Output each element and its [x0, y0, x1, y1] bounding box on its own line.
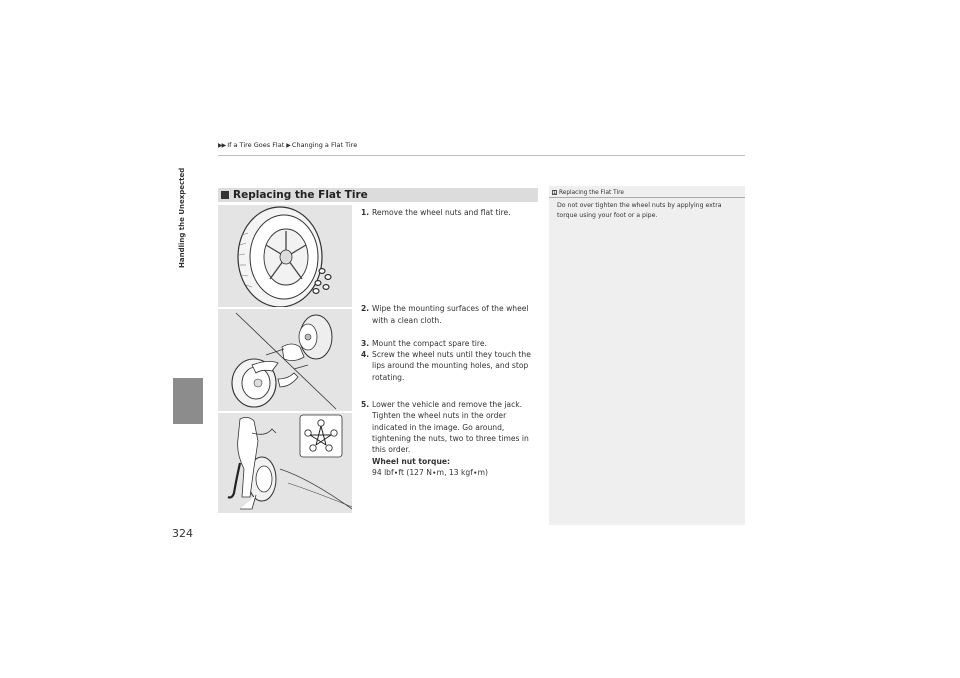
torque-label: Wheel nut torque: — [372, 456, 451, 466]
torque-value: 94 lbf∙ft (127 N∙m, 13 kgf∙m) — [372, 467, 488, 477]
section-title: Replacing the Flat Tire — [233, 189, 368, 201]
breadcrumb-current: Changing a Flat Tire — [291, 141, 358, 149]
header-divider — [218, 155, 745, 156]
step-4 — [361, 349, 541, 383]
note-reference-icon: 1 — [553, 190, 557, 196]
section-square-icon — [221, 191, 229, 199]
note-title — [549, 188, 745, 198]
tightening-illustration — [218, 413, 352, 513]
step-1 — [361, 207, 541, 218]
procedure-steps — [361, 207, 541, 478]
step-text: Wipe the mounting surfaces of the wheel with a clean cloth. — [372, 304, 529, 325]
step-number: 3. — [361, 338, 370, 348]
chapter-side-label: Handling the Unexpected — [178, 168, 186, 269]
breadcrumb-parent[interactable]: If a Tire Goes Flat — [227, 141, 285, 149]
figure-mount-spare — [218, 309, 352, 411]
mounting-illustration — [218, 309, 352, 411]
step-text: Screw the wheel nuts until they touch the lips around the mounting holes, and stop rotating. — [372, 350, 531, 382]
breadcrumb — [218, 141, 357, 149]
figure-tighten-nuts — [218, 413, 352, 513]
section-header — [218, 188, 538, 202]
breadcrumb-arrow-icon: ▶▶ — [218, 141, 226, 149]
step-text: Mount the compact spare tire. — [372, 338, 487, 348]
step-3 — [361, 338, 541, 349]
chapter-tab-marker — [173, 378, 203, 424]
step-2 — [361, 303, 541, 326]
note-body: Do not over tighten the wheel nuts by applying extra torque using your foot or a pipe. — [557, 202, 722, 219]
step-number: 1. — [361, 208, 370, 217]
page-number: 324 — [172, 527, 193, 540]
tire-illustration — [218, 205, 352, 307]
step-number: 5. — [361, 400, 370, 410]
step-5-text: Lower the vehicle and remove the jack. Tighten the wheel nuts in the order indicated in the image. Go around, tightening the nuts, two to three times in this order. — [372, 400, 529, 455]
step-5 — [361, 399, 541, 478]
note-title-text: Replacing the Flat Tire — [559, 189, 624, 196]
step-text: Remove the wheel nuts and flat tire. — [372, 208, 511, 217]
step-text — [372, 399, 541, 478]
note-panel — [549, 186, 745, 525]
step-number: 4. — [361, 350, 370, 360]
step-number: 2. — [361, 304, 370, 314]
breadcrumb-separator-icon: ▶ — [286, 141, 290, 149]
figure-remove-tire — [218, 205, 352, 307]
